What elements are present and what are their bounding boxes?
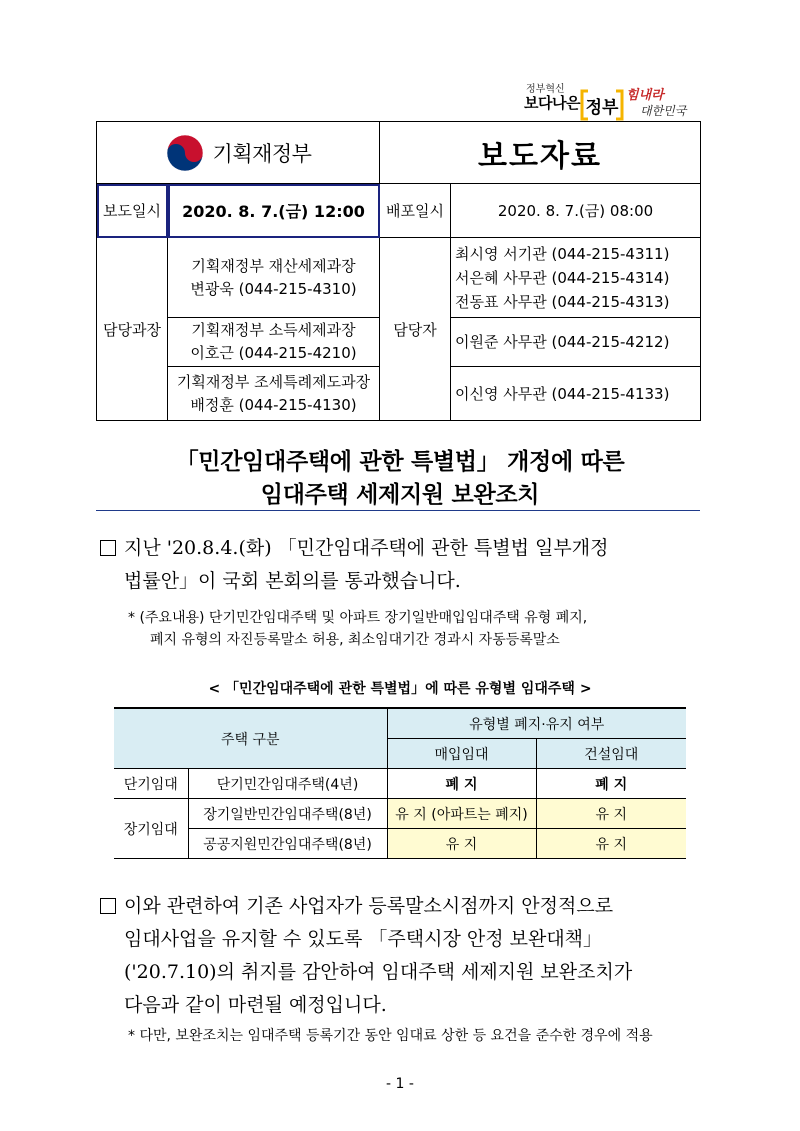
staff-label: 담당자 — [393, 320, 437, 339]
table-cell-build: 유 지 — [536, 829, 686, 859]
rental-type-table — [114, 707, 686, 859]
taegeuk-emblem-icon — [165, 133, 205, 173]
paragraph-2-line-3: ('20.7.10)의 취지를 감안하여 임대주택 세제지원 보완조치가 — [124, 961, 633, 983]
table-cell-buy: 폐 지 — [387, 769, 536, 799]
title-divider — [96, 510, 700, 511]
dept-label-cell — [97, 238, 168, 421]
table-header-main — [114, 708, 387, 769]
table-header-group-label: 유형별 폐지·유지 여부 — [469, 716, 605, 733]
paragraph-1-note — [128, 607, 708, 651]
slogan-line-1: 정부혁신 — [526, 84, 565, 95]
paragraph-2-line-4: 다음과 같이 마련될 예정입니다. — [124, 994, 387, 1016]
table-header-buy — [387, 739, 536, 769]
paragraph-1-line-1: 지난 '20.8.4.(화) 「민간임대주택에 관한 특별법 일부개정 — [124, 537, 609, 559]
note-1-line-2: 폐지 유형의 자진등록말소 허용, 최소임대기간 경과시 자동등록말소 — [150, 632, 560, 648]
press-release-header — [96, 121, 701, 421]
slogan-line-3: 정부 — [585, 98, 619, 118]
table-cell-type: 공공지원민간임대주택(8년) — [188, 829, 387, 859]
staff-cell-1 — [451, 238, 701, 318]
release-value-cell — [168, 184, 380, 238]
table-cell-build: 폐 지 — [536, 769, 686, 799]
distribution-value: 2020. 8. 7.(금) 08:00 — [497, 202, 654, 220]
release-label: 보도일시 — [103, 202, 161, 220]
table-cell-type: 단기민간임대주택(4년) — [188, 769, 387, 799]
table-caption: < 「민간임대주택에 관한 특별법」에 따른 유형별 임대주택 > — [208, 681, 592, 697]
distribution-label-cell — [380, 184, 451, 238]
table-header-buy-label: 매입임대 — [434, 746, 489, 763]
paragraph-1-line-2: 법률안」이 국회 본회의를 통과했습니다. — [124, 570, 461, 592]
dept-1-title: 기획재정부 재산세제과장 — [191, 256, 356, 275]
dept-2-contact: 이호근 (044-215-4210) — [190, 344, 357, 362]
dept-cell-3 — [168, 367, 380, 421]
dept-cell-2 — [168, 318, 380, 367]
note-1-line-1: * (주요내용) 단기민간임대주택 및 아파트 장기일반매입임대주택 유형 폐지, — [128, 610, 588, 626]
slogan-bracket-icon — [580, 88, 624, 122]
dept-2-title: 기획재정부 소득세제과장 — [191, 321, 356, 339]
staff-4: 이원준 사무관 (044-215-4212) — [455, 333, 670, 351]
release-value: 2020. 8. 7.(금) 12:00 — [182, 202, 365, 221]
staff-1: 최시영 서기관 (044-215-4311) — [455, 244, 670, 263]
paragraph-1 — [100, 532, 710, 598]
doc-type-title: 보도자료 — [478, 138, 602, 174]
table-header-build-label: 건설임대 — [584, 746, 639, 763]
dept-3-contact: 배정훈 (044-215-4130) — [190, 395, 357, 414]
paragraph-2-line-2: 임대사업을 유지할 수 있도록 「주택시장 안정 보완대책」 — [124, 928, 603, 950]
headline-line-2: 임대주택 세제지원 보완조치 — [260, 482, 540, 508]
slogan-line-4: 힘내라 — [626, 88, 664, 103]
dept-3-title: 기획재정부 조세특례제도과장 — [176, 372, 371, 391]
slogan-line-2: 보다나은 — [524, 94, 580, 112]
table-row — [114, 829, 686, 859]
table-header-build — [536, 739, 686, 769]
staff-label-cell — [380, 238, 451, 421]
paragraph-2-note: * 다만, 보완조치는 임대주택 등록기간 동안 임대료 상한 등 요건을 준수한 경우에 적용 — [128, 1028, 653, 1044]
table-header-group — [387, 708, 686, 739]
slogan-line-5: 대한민국 — [640, 104, 687, 118]
checkbox-bullet-icon — [100, 540, 116, 556]
distribution-label: 배포일시 — [386, 202, 444, 220]
table-header-main-label: 주택 구분 — [220, 731, 280, 748]
table-cell-buy: 유 지 (아파트는 폐지) — [387, 799, 536, 829]
page-number: - 1 - — [386, 1076, 414, 1092]
dept-1-contact: 변광욱 (044-215-4310) — [190, 279, 357, 298]
dept-label: 담당과장 — [103, 320, 161, 339]
staff-2: 서은혜 사무관 (044-215-4314) — [455, 268, 670, 287]
ministry-logo-cell — [97, 122, 380, 184]
paragraph-2-line-1: 이와 관련하여 기존 사업자가 등록말소시점까지 안정적으로 — [124, 895, 614, 917]
table-row — [114, 799, 686, 829]
dept-cell-1 — [168, 238, 380, 318]
table-cell-build: 유 지 — [536, 799, 686, 829]
staff-3: 전동표 사무관 (044-215-4313) — [455, 292, 670, 311]
distribution-value-cell — [451, 184, 701, 238]
headline-line-1: 「민간임대주택에 관한 특별법」 개정에 따른 — [175, 449, 625, 475]
staff-5: 이신영 사무관 (044-215-4133) — [455, 384, 670, 403]
table-row — [114, 769, 686, 799]
table-cell-category: 장기임대 — [114, 799, 188, 859]
table-cell-buy: 유 지 — [387, 829, 536, 859]
staff-cell-3 — [451, 367, 701, 421]
paragraph-2 — [100, 890, 710, 1022]
table-cell-category: 단기임대 — [114, 769, 188, 799]
release-label-cell — [97, 184, 168, 238]
ministry-name: 기획재정부 — [212, 141, 312, 166]
checkbox-bullet-icon — [100, 898, 116, 914]
table-cell-type: 장기일반민간임대주택(8년) — [188, 799, 387, 829]
doc-type-cell — [380, 122, 701, 184]
staff-cell-2 — [451, 318, 701, 367]
